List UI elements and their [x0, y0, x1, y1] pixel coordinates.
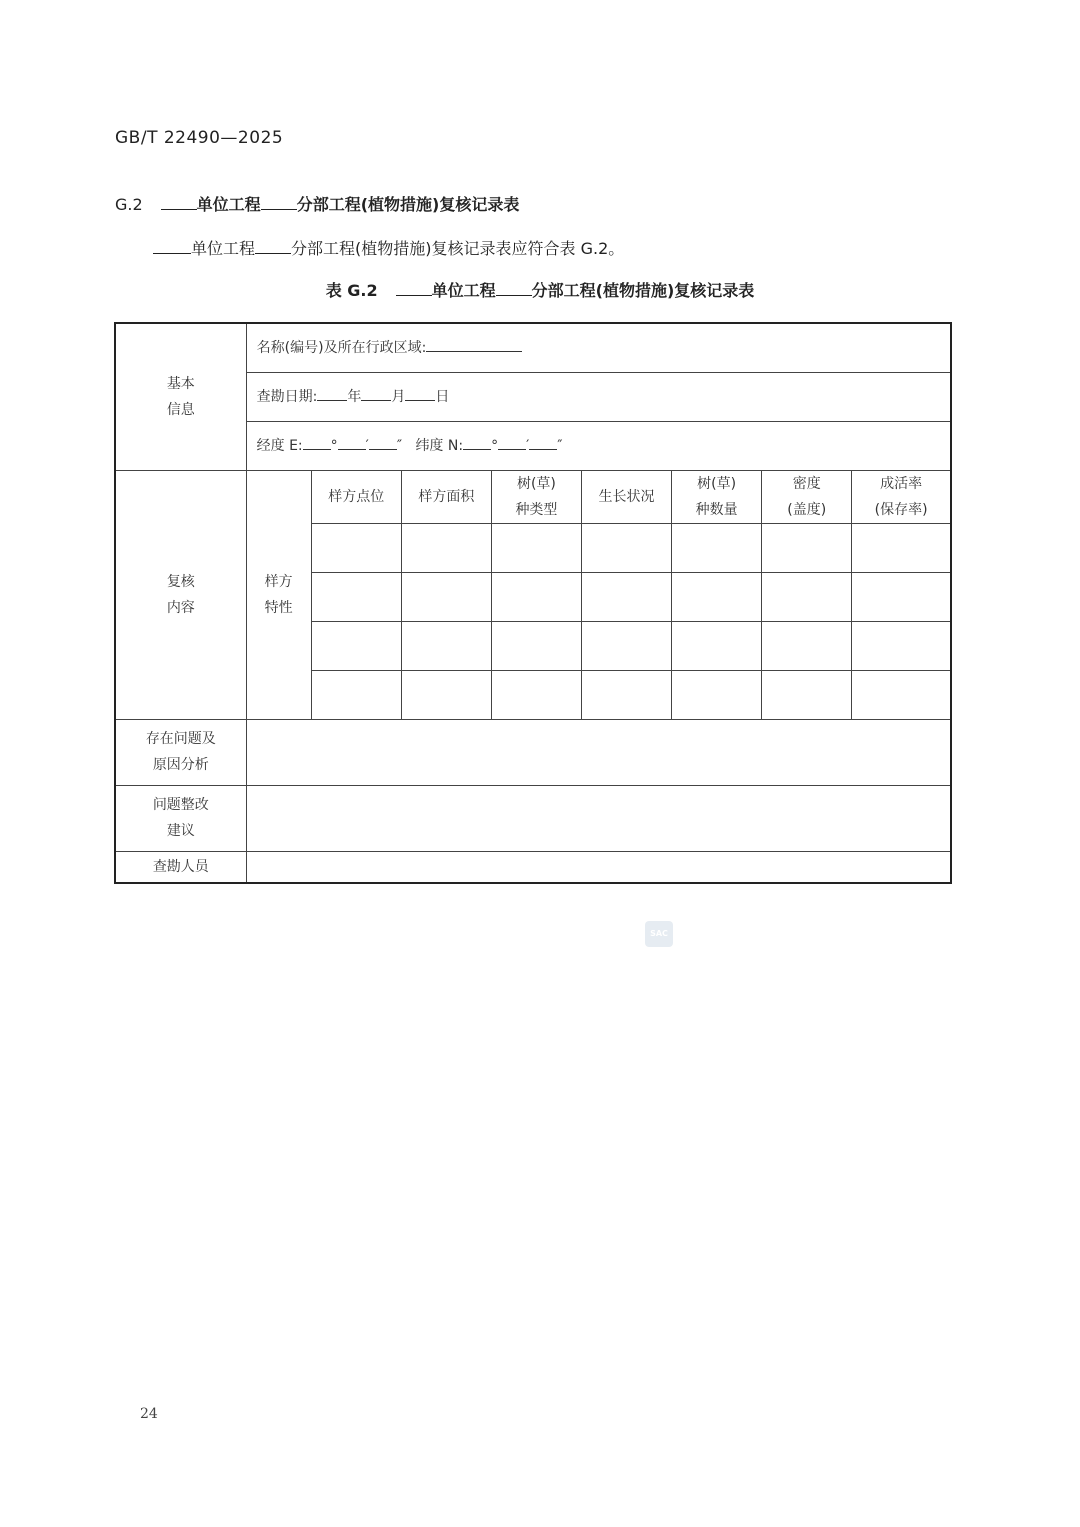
- problems-field[interactable]: [246, 719, 951, 785]
- empty-cell[interactable]: [401, 621, 491, 670]
- empty-cell[interactable]: [852, 621, 951, 670]
- name-field: 名称(编号)及所在行政区域:: [246, 323, 951, 372]
- rectify-field[interactable]: [246, 785, 951, 851]
- column-header: 树(草) 种类型: [491, 470, 581, 523]
- empty-cell[interactable]: [311, 523, 401, 572]
- section-number: G.2: [115, 195, 143, 214]
- empty-cell[interactable]: [581, 572, 671, 621]
- empty-cell[interactable]: [491, 572, 581, 621]
- body-paragraph: [153, 236, 624, 259]
- empty-cell[interactable]: [672, 523, 762, 572]
- empty-cell[interactable]: [401, 670, 491, 719]
- paragraph-unit-label: 单位工程: [191, 239, 256, 258]
- quadrat-label: 样方 特性: [246, 470, 311, 719]
- inspector-label: 查勘人员: [115, 851, 246, 883]
- date-field: 查勘日期: 年 月 日: [246, 372, 951, 421]
- blank-line: [261, 195, 297, 210]
- column-header: 样方面积: [401, 470, 491, 523]
- review-content-label: 复核 内容: [115, 470, 246, 719]
- empty-cell[interactable]: [311, 621, 401, 670]
- rectify-label: 问题整改 建议: [115, 785, 246, 851]
- blank-line: [153, 239, 191, 254]
- empty-cell[interactable]: [762, 572, 852, 621]
- blank-line: [496, 281, 532, 296]
- empty-cell[interactable]: [491, 523, 581, 572]
- empty-cell[interactable]: [852, 670, 951, 719]
- empty-cell[interactable]: [762, 523, 852, 572]
- inspector-field[interactable]: [246, 851, 951, 883]
- unit-label: 单位工程: [196, 195, 261, 214]
- problems-label: 存在问题及 原因分析: [115, 719, 246, 785]
- empty-cell[interactable]: [672, 572, 762, 621]
- blank-line: [161, 195, 197, 210]
- empty-cell[interactable]: [311, 670, 401, 719]
- table-number: 表 G.2: [325, 281, 378, 300]
- empty-cell[interactable]: [491, 670, 581, 719]
- empty-cell[interactable]: [672, 670, 762, 719]
- record-table: [114, 322, 952, 884]
- empty-cell[interactable]: [311, 572, 401, 621]
- column-header: 树(草) 种数量: [672, 470, 762, 523]
- empty-cell[interactable]: [852, 523, 951, 572]
- column-header: 样方点位: [311, 470, 401, 523]
- basic-info-label: 基本 信息: [115, 323, 246, 470]
- empty-cell[interactable]: [852, 572, 951, 621]
- empty-cell[interactable]: [401, 572, 491, 621]
- coordinates-field: 经度 E: ° ′ ″ 纬度 N: ° ′ ″: [246, 421, 951, 470]
- sac-logo-watermark: SAC: [645, 921, 673, 947]
- empty-cell[interactable]: [762, 670, 852, 719]
- page-number: 24: [140, 1406, 158, 1422]
- column-header: 生长状况: [581, 470, 671, 523]
- column-header: 成活率 (保存率): [852, 470, 951, 523]
- empty-cell[interactable]: [581, 621, 671, 670]
- empty-cell[interactable]: [581, 523, 671, 572]
- empty-cell[interactable]: [672, 621, 762, 670]
- empty-cell[interactable]: [491, 621, 581, 670]
- caption-title: 分部工程(植物措施)复核记录表: [531, 281, 755, 300]
- document-code: GB/T 22490—2025: [115, 128, 284, 148]
- empty-cell[interactable]: [401, 523, 491, 572]
- blank-line: [396, 281, 432, 296]
- section-heading: [115, 192, 519, 215]
- empty-cell[interactable]: [581, 670, 671, 719]
- section-title: 分部工程(植物措施)复核记录表: [296, 195, 520, 214]
- caption-unit-label: 单位工程: [431, 281, 496, 300]
- paragraph-text: 分部工程(植物措施)复核记录表应符合表 G.2。: [291, 239, 625, 258]
- table-caption: [0, 278, 1080, 301]
- blank-line: [255, 239, 291, 254]
- column-header: 密度 (盖度): [762, 470, 852, 523]
- empty-cell[interactable]: [762, 621, 852, 670]
